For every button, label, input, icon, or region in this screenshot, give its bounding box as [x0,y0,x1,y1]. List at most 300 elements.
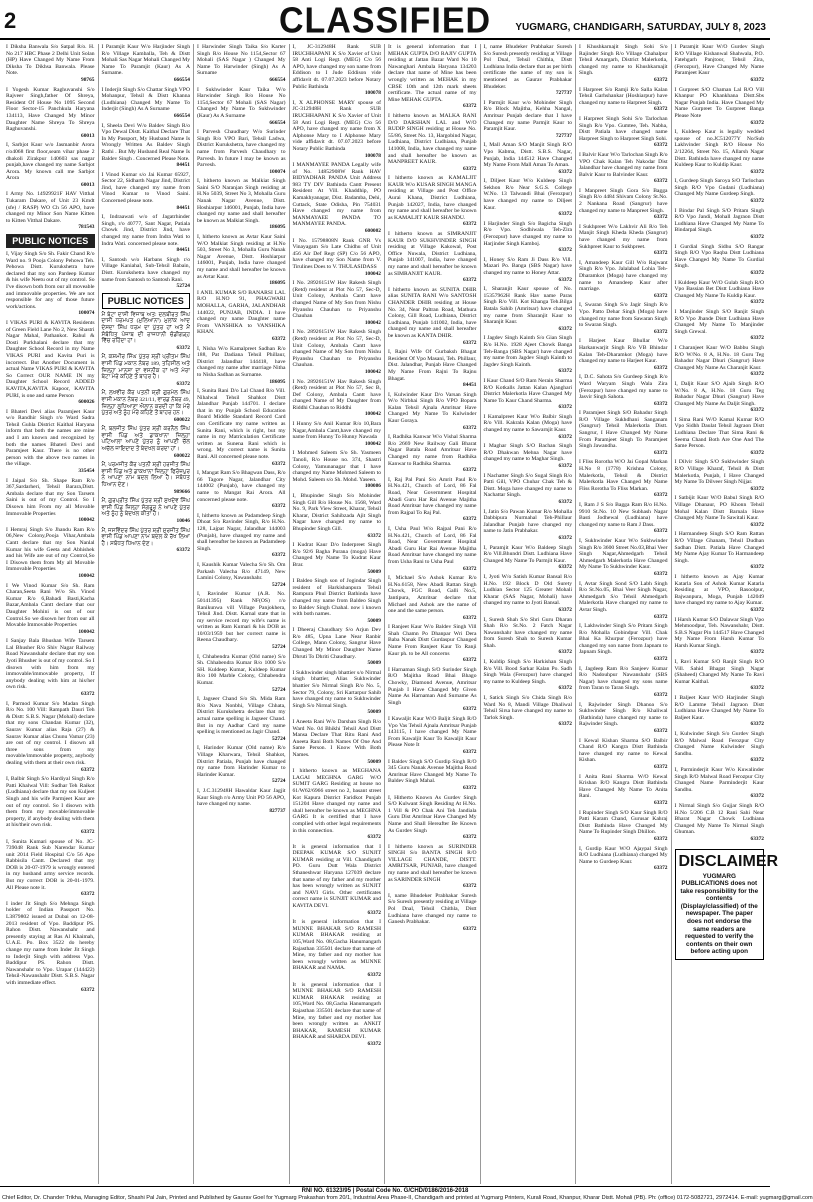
classified-ad [293,982,382,1048]
ad-code: 100042 [364,319,381,326]
rni-line: RNI NO. 61323/95 | Postal Code No. G/CHD/0186/2016-2018 [301,1188,469,1194]
ad-code: 63372 [654,142,668,149]
ad-text: I Ranjeet Kaur W/o Baldev Singh Vill Shah Chamn Po Dhanpar Wri Dera Baba Nanak Distt Gurdaspur Changed Name From Ranjeet Kaur To Ranji Kaur ph. to be All concerns [388,624,477,657]
ad-code: 63372 [81,986,95,993]
ad-code: 63372 [558,606,572,613]
classified-ad [579,581,668,621]
ad-code: 63372 [272,460,286,467]
classified-ad [579,302,668,335]
ad-code: 666554 [269,76,286,83]
ad-text: I Mohmed Saleem S/o Sh. Yasmeen Tanoli, R/o House no. 374, Shastri Colony, Yamunanagar that I have changed my Name Mohmed Saleem to Mohd. Saleem s/o Sh. Mohd. Yaseen. [292,450,381,483]
ad-text: I, Mangat Ram S/o Bhagwan Dass, R/o 66 Tagore Nagar, Jalandhar City 144002 (Punjab), have changed my name to Mangat Rai Arora. All concerned please note. [197,470,286,503]
ad-text: I Charanjeet Kaur W/O Babbu Singh R/O W/No. 8 A, H.No. 18 Guru Teg Bahadur Nagar Dhuri (Sangrur) Have Changed My Name As Charanjit Kaur. [674,344,764,371]
ad-code: 63372 [654,692,668,699]
ad-code: 63372 [654,613,668,620]
classified-ad [102,426,191,459]
ad-text: I, Sarbjot Kaur w/o Jasmanbir Arora r/o4068 first floor,seam vihar phase 2 dhakoli Zirakpur 140603 sas nagar punjab,have changed my name Sarbjot Arora. My known call me Sarbjot Arora [6,142,95,182]
classified-ad [293,844,382,917]
classified-ad [6,583,95,636]
ad-text: ਮੈਂ, ਕਸ਼ਮੀਰ ਸਿੰਘ ਪੁੱਤਰ ਸ਼੍ਰੀ ਪ੍ਰੀਤਮ ਸਿੰਘ ਵਾਸੀ ਪਿੰਡ ਮਕਾਨ ਨੰਬਰ 189, ਤਹਿਸੀਲ ਅਤੇ ਜ਼ਿਲ੍ਹਾ ਮਾਨਸਾ ਦਾ ਵਸਨੀਕ ਹਾਂ ਅਤੇ ਮੇਰਾ ਬੇਟਾ ਮੇਰੇ ਕਹਿਣੇ ਤੋਂ ਬਾਹਰ ਹੈ। [101,354,190,381]
ad-code: 63372 [81,691,95,698]
column-6 [481,44,577,1184]
ad-text: I, Hitherto Known As Gurdev Singh S/O Kulwant Singh Residing At H.No. 1 Vill & PO Chak Ani Teh Jandiala Guru Dist Amritsar Have Changed My Name and Shall Hereafter Be Known As Gurdev Singh [388,794,477,834]
classified-ad [484,509,573,542]
classified-ad [388,575,477,621]
ad-code: 63372 [558,564,572,571]
ad-text: I Hunny S/o Anil Kumar R/o 10,Bara Nagar,Ambala Cantt,have changed my name from Hunny To Hunny Nawada [292,421,381,441]
ad-code: 600022 [173,416,190,423]
ad-code: 186095 [269,378,286,385]
classified-ad [293,670,382,716]
ad-text: I VIKAS PURI & KAVITA Residents of Green Field Lane No 2, New Shastri Nagar Mahal, Pathankot. Rahul & Dosti Purkhalani declare that my Daughter School Record in my Name VIKAS PURI and Kavita Puri is incorrect. But Another Document is actual Name VIKAS PURI & KAVITA So Correct OUR NAME IN my Daughter School Record ADDED KAVITA,KAVITA Kapoor, KAVITA PURI, is one and same Person [6,319,95,399]
classified-ad [675,767,765,800]
ad-code: 63372 [463,657,477,664]
classified-ad [675,417,765,457]
section-title: CLASSIFIED [278,1,492,41]
ad-code: 335454 [78,468,95,475]
classified-ad [293,329,382,375]
ad-code: 63372 [654,250,668,257]
ad-code: 52724 [176,283,190,290]
ad-text: I, Michael S/o Ashok Kumar R/o H.No.6158, New Abadi Rattan Singh Chowk, FGC Road, Galli No.5, Jantipura, Amritsar declare that Michael and Ashok are the name of one and the same person. [388,575,477,615]
ad-text: I Nachatter Singh S/o Sugal Singh R/o Patti Gill, VPO Chuhar Chak Teh & Distt. Moga have changed my name to Nachattar Singh. [483,472,572,499]
ad-text: I, Kulwinder Kaur D/o Varsan Singh W/o Nirbhai Singh R/o VPO Bopara Kalan Tehsil Ajnala Amritsar Have Changed My Name To Kulwinder Kaur Goraya. [388,391,477,425]
ad-text: I Vinod Kumar s/o Jai Kumar 65927, Sector 22, Sidharth Nagar Jind, District Jind, have changed my name from Vinod Kumar to Vinod Saini. Concerned please note. [101,171,190,205]
classified-ad [6,527,95,580]
classified-ad [675,531,765,571]
ad-code: 63372 [750,198,764,205]
ad-code: 63372 [367,834,381,841]
ad-text: I, Bhupinder Singh S/o Mohinder Singh Gill R/o House No. 1568, Ward No. 9, Park View Street, Kharar, Tehsil Kharar, District Sahibzada Ajit Singh Nagar have changed my name to Bhupinder Singh Gill. [292,493,381,532]
ad-text: I, Nisha W/o Kamalpreet Sadhan R/o 188, Pat Dadiana Tehsil Phillaur, District Jalandhar 144418, have changed my name after marriage Nitha to Nisha Sadhan as Surname. [197,345,286,378]
ad-code: 98765 [81,76,95,83]
classified-ad [675,208,765,241]
classified-ad [675,617,765,657]
ad-text: I Harjinder Singh S/o Bagicha Singh R/o Vpo. Sodhiwala Teh-Zira (Ferozpur) have changed my name to Harjinder Singh Kamboj. [483,220,572,247]
ad-text: I Army No. 14929921F HAV Vitthal Tukaram Dakare, of Unit 23 Kmdt (sfe) / RASP) WO Ch 56 APO, have changed my Minor Son Name Kitten to Kitten Vitthal Dakare. [6,191,95,224]
classified-ad [579,188,668,221]
classified-ad [484,142,573,175]
ad-text: I We Vinod Kumar S/o Sh. Ram Charan,Seeta Rani W/o Sh. Vinod Kumar R/o 6,Bahadi Basti,Kacha Bazar,Ambala Cantt declare that our Daughter Mohini is out of our Control.So we disown her from our all Movable Immovable Properties [6,582,95,629]
ad-code: 63372 [272,552,286,559]
ad-code: 63372 [654,76,668,83]
classified-ad [293,919,382,978]
ad-text: I, Amandeep Kaur Gill W/o Rajwant Singh R/o Vpo. Jalalabad Lohia Teh-Dharamkot (Moga) have changed my name to Amandeep Kaur after marriage. [579,259,668,293]
ad-text: It is general information that I MUNNE BHAKAR S/O RAMESH KUMAR BHAKAR residing at 105,Ward No. 08,Gacha Hanumangarh Rajasthan 335501 declare that name of Mine, my father and my mother has been wrongly written as ANKIT BHAKAR, RAMESH KUMAR BHAKAR and SHARDA DEVI. [292,981,381,1041]
ad-code: 63372 [654,292,668,299]
ad-code: 827737 [269,807,286,814]
classified-ad [388,231,477,284]
column-2 [99,44,195,1184]
ad-text: I, Kuldip Singh S/o Harkishan Singh R/o Vill. Bood Sarkar Kalan Po. Sadh Singh Wala (Ferozpur) have changed my name to Kuldeep Singh. [483,659,572,685]
dateline: YUGMARG, CHANDIGARH, SATURDAY, JULY 8, 2023 [515,22,766,33]
ad-code: 63372 [750,76,764,83]
classified-ad [293,542,382,575]
ad-text: I Khushkarnajit Singh Sohi S/o Rajinder Singh R/o Village Chahalpur Tehsil Amargarh, District Malerkotla, changed my name to Khushkarnajit Singh. [579,44,668,77]
ad-text: I Nirmal Singh S/o Gujjar Singh R/O H.No 5/206 C.B 12 Rani Sahi Near Bharat Nagar Chowk Ludhiana Changed My Name To Nirmal Singh Ghuman. [674,802,764,836]
ad-code: 63372 [750,371,764,378]
ad-code: 52724 [272,686,286,693]
classified-ad [484,695,573,728]
ad-code: 63372 [558,534,572,541]
ad-code: 63372 [558,499,572,505]
ad-code: 63372 [558,325,572,332]
classified-ad [6,776,95,835]
ad-text: I Yogesh Kumar Raghuvanshi S/o Rajveer Singh,father Of Shreya, Resident Of House No 1095 Second Floor Sector-15 Panchkula Haryana 134113, Have Changed My Minor Daughter Name Shreya To Shreya Raghuvanshi. [6,86,95,133]
classified-ad [293,421,382,447]
classified-ad [484,659,573,692]
ad-text: ਮੈਂ, ਬਲਜੀਤ ਸਿੰਘ ਪੁੱਤਰ ਸ਼੍ਰੀ ਕਰਨੈਲ ਸਿੰਘ ਵਾਸੀ ਪਿੰਡ ਅਤੇ ਡਾਕਖਾਨਾ ਜ਼ਿਲ੍ਹਾ ਪਟਿਆਲਾ ਆਪਣੇ ਪੁੱਤਰ ਨੂੰ ਆਪਣੀ ਚੱਲ ਅਚੱਲ ਜਾਇਦਾਦ ਤੋਂ ਬੇਦਖਲ ਕਰਦਾ ਹਾਂ। [101,426,190,453]
ad-text: I Dheeraj Chaudhary S/o Arjun Dev R/o 485, Upna Lane Near Ranbir College, Mann Colony, Sangrur Have Changed My Minor Daughter Name Dhruti To Dhriti Chaudhary. [292,627,381,660]
ad-text: I, Raj Pal Pani S/o Amrit Paul R/o H.No.421, Church of Lord, 86 Fal Road, Near Government Hospital Abadi Guru Har Rai Avenue Majitha Road Amritsar have changed my name from Rajpal To Raj Pal. [388,476,477,516]
ad-code: 63372 [176,344,190,351]
ad-text: I, Sunita Rani D/o Lal Chand R/o Vill. Nihalwal Tehsil Shahkot Distt Jalandhar Punjab 144701. I declare that in my Punjab School Education Board Middle Standard Record Card con Certificate my name written as Sunita Rani, which is right, but my name in my Matriculation Certificate written as Sunena Rani which is wrong. My correct name is Sunita Rani. All concerned please note. [197,388,286,461]
ad-text: I Bindar Pal Singh S/O Pritam Singh R/O Vpo Jandi, Mohall Jagraon Distt Ludhiana Have Changed My Name To Bindarpal Singh. [674,207,764,234]
ad-code: 727737 [555,132,572,139]
classified-ad [197,745,286,785]
ad-text: I Inderjit Singh S/o Chattar Singh VPO Mohanpur, Tehsil & Distt Khanna (Ludhiana) Changed My Name To Inderjit (Singh) As A Surname [101,86,190,113]
classified-ad [579,44,668,84]
ad-text: I Gurpreet S/O Chaman Lal R/O Vill Khanpur PO Khankhana Distt.Sbs Nagar Punjab India. Have Changed My Name Gurpreet To Gurpreet Banga Please Note [674,86,764,119]
classified-ad [197,234,286,287]
classified-ad [197,178,286,231]
ad-text: I, Diljeet Kaur W/o Kuldeep Singh Sekhon R/o Near S.G.S. College W.No. 13 Talwandi Bhai (Ferozpur) have changed my name to Diljeet Kaur. [483,178,572,211]
ad-code: 63372 [750,168,764,175]
column-3 [194,44,290,1184]
ad-text: I, Kaushik Kumar Valecha S/o Sh. Om Parkash Valecha R/o 47149, New Lamini Colony, Nawanshahr. [197,561,286,582]
classified-ad [579,152,668,185]
classified-ad [388,526,477,572]
classified-ad [6,478,95,524]
ad-code: 781543 [78,224,95,231]
ad-code: 63372 [558,368,572,375]
ad-text: I, Sheela Devi W/o Baldev Singh R/o Vpo Dewal Distt. Kaithal Declare That In My Passport, My Husband Name Is Wrongly Written As Baldev Singh Rathi . But My Husband Real Name Is Baldev Singh . Concerned Please Note. [101,122,190,162]
ad-code: 600002 [364,228,381,235]
ad-text: I, Parmod Kumar S/o Madan Singh R/o No. 100 Vill: Rampath Dauri Teh & Distt: S.B.S. Nagar (Mohali) declare that my sons Chandan Kumar (32), Saurav Kumar alias Raja (27) & Saurav Kumar alias Chunu Vamar (23) are out of my control. I disown all three sons from my movable/immovable property, anybody dealing with them at their own risk. [6,700,95,766]
classified-ad [579,774,668,807]
classified-ad [484,44,573,97]
classified-ad [579,338,668,371]
ad-text: I Manpreet Singh Gora S/o Bagga Singh R/o 4484 Shivam Colony St.No. 2 Nankana Road (Sangrur) have changed my name to Manpreet Singh. [579,187,668,214]
classified-ad [197,591,286,650]
ad-code: 63372 [463,925,477,932]
classified-ad [675,574,765,614]
classified-ad [197,654,286,694]
ad-text: I hitherto known as Ajay Kumar Katarla Son of Ashok Kumar Katarla Residing at VPO, Rasoolpur, Bajwanpura, Moga, Punjab 142049 have changed my name to Ajay Kumar. [674,573,764,607]
ad-code: 63372 [367,971,381,978]
imprint-line: Chief Editor, Dr. Chander Trikha, Managing Editor, Shashi Pal Jain, Printed and Published by Gaurav Goel for Yugmarg Prakashan from 20/1, Industrial Area Phase-II, Chandigarh and printed at Yugmarg Printers, Kurali Road, Khanpur, Kharar Distt. Mohali (PB). Ph: (office) 0172-5082721, 2972414. E-mail: yugmarg@gmail.com [2,1195,813,1201]
ad-text: I, Honey S/o Ram Ji Dass R/o Vill. Mazari Po. Banga (SBS Nagar) have changed my name to Honey Attar. [483,256,572,276]
ad-text: I Parmjit Kaur w/o Mohinder Singh R/o Block Majitha, Kehha Nangal, Amritsar Punjab declare that I have Changed my name Parmjit Kaur to Paramjit Kaur. [483,99,572,133]
ad-code: 63372 [272,335,286,342]
ad-text: I Diksha Banwala S/o Satpal R/o. H. No 217 HBC Phase 2 Delhi Unit Solan (HP) Have Changed My Name From Diksha To Dikhsa Banwala. Please Note. [6,44,95,77]
ad-text: I Harsh Kumar S/O Dalawar Singh Vpo Mehmoodpur, Teh. Nawanshahr, Distt. S.B.S Nagar Pin 144517 Have Changed My Name From Harsh Kumar To Harsh Kumar Singh. [674,616,764,649]
ad-text: I hitherto known as MALKA RANI D/O DARSHAN LAL and W/O RUDIP SINGH residing at House No. 55/86, Street No. 13, Hargobind Nagar, Ludhiana, District Ludhiana, Punjab 141008, India, have changed my name and shall hereafter be known as MANPREET KAUR. [388,112,477,166]
ad-code: 50009 [367,660,381,667]
classified-ad [197,696,286,742]
classified-ad [293,719,382,765]
classified-ad [388,434,477,474]
ad-code: 63372 [558,721,572,728]
masthead [0,0,770,40]
ad-text: I, X ALPHONSE MARY spouse of JC-312948H Rank SUB IRUCHHAPANI K S/o Xavier of Unit 58 Anti Logi Regt. (MEG) C/o 56 APO, have changed my name from X Alphonse Mary to I Alphonse Mary vide affidavit dt. 07.07.2023 before Notary Public Bathinda [292,99,381,152]
ad-text: I Parvesh Chaudhary W/o Surinder Singh R/o VPO Bari, Tehsil Ladwa, District Kurukshetra, have changed my name from Parvesh Chaudhary to Parvesh. In future I may be known as Parvesh. [197,129,286,169]
ad-text: I Paramjeet Singh S/O Bahadur Singh R/O Village Sukhdhani Sanganam (Sangrur) Tehsil Malerkotla Distt. Sangrur, I Have Changed My Name From Paramjeet Singh To Paramjeet Singh Jawandha. [579,410,668,450]
classified-ad [6,638,95,697]
classified-ad [675,695,765,728]
ad-text: I hitherto known as MEGHANA LAGAI MEGHNA GARG W/O SUMIT GARG Residing at house no 61/W62/6966 street no 2, basant street Kot Kapura District Faridkot Punjab 151204 Have changed my name and shall hereafter be known as MEGHNA GARG It is certified that I have complied with other legal requirements in this connection. [292,768,381,834]
ad-code: 63372 [463,467,477,474]
classified-ad [102,390,191,423]
classified-ad [102,462,191,495]
ad-code: 63372 [750,793,764,800]
ad-code: 100074 [269,168,286,175]
classified-ad [197,388,286,467]
ad-code: 100042 [364,411,381,418]
ad-text: I, Gurdip Kaur W/O Ajaypal Singh R/O Ludhiana (Ludhiana) changed My Name to Gurdeep Kaur. [579,845,668,865]
classified-ad [675,731,765,764]
ad-text: I Harjeet Kaur Bhullar W/o Harkanwarjit Singh R/o VB Bhindar Kalan Teh-Dharamkot (Moga) have changed my name to Harjeet Kaur. [579,338,668,365]
ad-code: 63372 [558,685,572,692]
ad-text: I Manjinder Singh S/O Ranjit Singh R/O Vpo Jhande Distt Ludhiana Have Changed My Name To Manjinder Singh Grewal. [674,308,764,335]
classified-ad [675,244,765,277]
ad-code: 63372 [654,364,668,371]
classified-ad [388,844,477,890]
classified-ad [6,251,95,317]
ad-code: 63372 [463,424,477,431]
classified-ad [102,257,191,290]
ad-code: 60013 [81,132,95,139]
classified-ad [388,624,477,664]
ad-code: 63372 [750,649,764,656]
classified-ad [388,759,477,792]
public-notices-heading: PUBLIC NOTICES [102,293,191,309]
ad-code: 186095 [269,224,286,231]
classified-ad [675,280,765,306]
ad-text: I, Paramjit Kaur W/o Baldeep Singh R/o Vill.Bhundri Distt. Ludhiana Have Changed My Name To Parmjit Kaur. [483,544,572,564]
ad-text: I Kudrat Kaur D/o Inderpreet Singh R/o 92/6 Bagha Purana (moga) Have Changed My Name To Kudrat Kaur Brar. [292,542,381,568]
ad-text: I, Kulwinder Singh S/o Gurdev Singh R/O Malwal Road Ferozpur City Changed Name Kulwinder Singh Sandhu. [674,731,764,757]
classified-ad [675,803,765,843]
column-4 [290,44,386,1184]
ad-code: 63372 [463,784,477,791]
ad-text: I Hemraj Singh S/o Jhandu Ram R/o 06,New Colony,Pooja Vihar,Ambala Cantt declare that my Son Nanlal Kumar his wife Geeta and Abhishek and his Wife are out of my Control,So I Disown them from My all Movable Immovable Properties [6,526,95,573]
ad-text: I, Sukhwinder Kaur W/o Sukhwinder Singh R/o 3600 Street No.03,Bhai Veer Singh Nagar,Ahmedgarh Tehsil Ahmedgarh Malerkotla Have Changed My Name To Sukhwinder Kaur. [579,537,668,571]
ad-text: I, Jagdeep Ram R/o Sanjeev Kumar R/o Nadouhpur Nawanshahr (SBS Nagar) have changed my sons name from Taran to Taran Singh. [579,665,668,692]
ad-text: I MANMAYEE PANDA Legally wife of No. 14852908W Rank HAV BIDYADHAR PANDA Unit Address 983 TY DIV Bathinda Cantt Present Resident At Vill. Khaddhip, PO Kamakhyanagar, Dist. Badamba, Dehi, Cuttack, State Odisha, Pin 754031 Have changed my name from MANMAYAEE PANDA TO MANMAYEE PANDA. [292,162,381,228]
ad-code: 63372 [750,757,764,764]
ad-text: I Harpreet S/o Ramji R/o Salla Kalan Tehsil Garhshankar (Hoshiarpur) have changed my name to Harpreet Singh. [579,86,668,106]
ad-text: I Baljeet Kaur W/O Harjinder Singh R/O Lamme Tehsil Jagraon Distt Ludhiana Have Changed My Name To Baljeet Kaur. [674,695,764,721]
footer [0,1186,813,1202]
classified-ad [102,214,191,254]
ad-text: I, Ravi Kumar S/O Ranjit Singh R/O Vill. Sahid Bhagat Singh Nagar (Shaheed) Changed My Name To Ravi Kumar Kaithal. [674,659,764,685]
classified-ad [388,392,477,432]
classified-ad [197,470,286,510]
ad-text: I, Suresh Shah S/o Shri Guru Dharan Shah R/o St.No. 2 Fatch Nagar Nawanshahr have changed my name from Suresh Shah to Suresh Kumar Shah. [483,616,572,649]
classified-ad [102,44,191,84]
classified-ad [197,346,286,386]
ad-code: 186095 [269,280,286,287]
classified-ad [197,788,286,814]
classified-ad [293,162,382,235]
classified-ad [102,172,191,212]
classified-ad [197,290,286,343]
ad-text: I, Lakhwinder Singh S/o Pritam Singh R/o Mohalla Gobindpur Vill. Chak Bhai Ka Khurpur (Ferozpur) have changed my son name from Japnam to Japnam Singh. [579,623,668,656]
ad-code: 63372 [463,339,477,346]
classified-ad [293,280,382,326]
ad-text: I Kawaljit Kaur W/O Baljit Singh R/O Vpo Vas Tehsil Ajnala Amritsar Punjab 143115, I have changed My Name From Kawaljit Kaur To Kawaljit Kaur Please Note It [388,716,477,749]
classified-ad [484,617,573,657]
ad-code: 63372 [272,503,286,510]
classified-ad [579,623,668,663]
column-7 [576,44,672,1184]
classified-ad [102,87,191,120]
ad-text: I, Rajni Wife Of Gurbaksh Bhagat Resident Of Vpo Masani, Teh. Phillaur, Dist. Jalandhar, Punjab Have Changed My Name From Rajni To Rajnu Bhagat. [388,349,477,382]
ad-text: I Satbijit Kaur W/O Babul Singh R/O Village Dhanaur, PO Khonn Tehsil Mohal Kalan Distt Barnala Have Changed My Name To Sawitali Kaur. [674,495,764,522]
ad-text: I Balvir Kaur W/o Tarlochan Singh R/o VPO Chak Kalan Teh Nakodar Dist Jalandhar have changed my name from Balvir Kaur to Balvinder Kaur. [579,151,668,178]
ad-code: 63372 [654,214,668,221]
ad-text: I, hitherto known as Malkiat Singh Saini S/O Naranjan Singh residing at H.No 5039, Street No 3, Mohalla Guru Nanak Nagar Avenue, Distt. Hoshiarpur 146001, Punjab, India have changed my name and shall hereafter be known as Malkiat Singh. [197,178,286,224]
ad-text: ਮੈਂ, ਗੁਰਪ੍ਰੀਤ ਸਿੰਘ ਪੁੱਤਰ ਸ਼੍ਰੀ ਸੁਖਦੇਵ ਸਿੰਘ ਵਾਸੀ ਪਿੰਡ ਜ਼ਿਲ੍ਹਾ ਸੰਗਰੂਰ ਨੇ ਆਪਣੇ ਪੁੱਤਰ ਅਤੇ ਨੂੰਹ ਨੂੰ ਬੇਦਖਲ ਕੀਤਾ ਹੈ। [101,498,190,518]
disclaimer-box [675,849,779,961]
classified-ad [579,374,668,407]
classified-ad [388,113,477,172]
ad-text: I, J.C.312948H Hawaldar Kaur Jagjit Kaur Singh r/o Army Unit PO 56 APO, have changed my name. [197,787,286,808]
ad-code: 100078 [364,90,381,97]
ad-code: 63372 [750,485,764,492]
classified-ad [675,659,765,692]
ad-code: 63372 [463,277,477,284]
classified-ad [675,178,765,204]
classified-ad [102,123,191,169]
ad-text: I, Swaran Singh S/o Jagir Singh R/o Vpo. Patto Dehar Singh (Moga) have changed my name from Sawaran Singh to Swaran Singh. [579,302,668,329]
ad-code: 63372 [463,834,477,841]
ad-text: I Rupinder Singh S/O Kaur Singh R/O Patti Karam Chand, Gurusar Kahraj Distt Bathinda Have Changed My Name To Rupinder Singh Dhillon. [579,809,668,836]
column-5 [385,44,481,1184]
classified-ad [197,562,286,588]
ad-text: I, Indraawati w/o of Jagatrhinder Singh, r/o 40777, Sant Nagar, Patiala Chowk Jind, District Jind, have changed my name from Indra Wati to Indra Wati. concerned please note. [101,214,190,247]
classified-ad [6,191,95,231]
ad-code: 100074 [78,310,95,317]
classified-ad [6,44,95,84]
ad-code: 63372 [654,106,668,113]
classified-ad [675,345,765,378]
classified-ad [675,87,765,127]
ad-code: 100042 [78,572,95,579]
ad-text: I, Daljit Kaur S/O Ajaib Singh R/O W/No. 8 A, H.No. 18 Guru Teg Bahadur Nagar Dhuri (Sangrur) Have Changed My Name As Daljit Singh. [674,380,764,407]
ad-code: 63372 [654,763,668,770]
ad-text: I, Sunita Kumari spouse of No. JC-739048 Rank Sub Narendar Kumar unit 2014 Field Hospital C/o 56 Apo Rabbisila Cantt. Declared that my DOB is 20-07-1979 is wrongly entered in my husband army service records. But my correct DOB is 20-01-1979. All Please note it. [6,838,95,891]
ad-code: 63372 [463,614,477,621]
public-notices-heading: PUBLIC NOTICES [6,234,95,248]
ad-code: 63372 [750,335,764,342]
ad-code: 50009 [367,568,381,575]
ad-code: 666554 [173,76,190,83]
ad-code: 100042 [78,628,95,635]
classified-ad [675,495,765,528]
ad-text: I Dilvir Singh S/O Sukhwinder Singh R/O Village Kharaf, Tehsil & Distt Malerkotla, Punjab, I Have Changed My Name To Dilveer Singh Nijjar. [674,459,764,486]
ad-code: 63372 [463,516,477,523]
classified-ad [484,178,573,218]
ad-text: I Harmandeep Singh S/O Ram Rattan R/O Village Ghanam, Tehsil Dudhan Sadhan Distt. Patiala Have Changed My Name Ajay Kumar To Harmandeep Singh. [674,531,764,564]
ad-code: 63372 [463,883,477,890]
ad-text: I Baldeo Singh son of Jogindar Singh resident of Harkishanpura Tehsil Rampura Phul District Bathinda have changed my name from Baldeo Singh to Baldev Singh Chahal. now i known with both names. [292,578,381,618]
ad-text: I, Santosh w/o Harbans Singh r/o Village Kaniahal, Sub-Tehsil Babain, Distt. Kurukshetra have changed my name from Santosh to Santosh Rani. [101,256,190,283]
disclaimer-body: YUGMARG PUBLICATIONS does not take responsibility for the contents (Display/classified) of the newspaper. The paper does not endorse the same readers are requested to verify the contents on their own before acting upon [680,872,759,956]
classified-ad [6,142,95,188]
ad-text: I, Parminderjit Kaur W/o Kuwalinder Singh R/O Malwal Road Ferozpur City Changed Name Parminderjit Kaur Sandhu. [674,766,764,793]
ad-code: 100042 [364,270,381,277]
ad-text: It is general information that I MUNNE BHAKAR S/O RAMESH KUMAR BHAKAR residing at 105,Ward No. 08,Gacha Hanumangarh Rajasthan 335501 declare that name of Mine, my father and my mother has been wrongly written as MUNNE BHAKAR and NAMA. [292,919,381,972]
ad-code: 10046 [176,518,190,524]
ad-text: I Gurdial Singh Sidhu S/O Rangar Singh R/O Vpo Raqba Distt Ludhiana Have Changed My Name To Gurdial Singh. [674,243,764,270]
ad-code: 63372 [654,799,668,806]
ad-code: 63372 [463,565,477,572]
classified-ad [6,320,95,406]
classified-ad [675,309,765,342]
ad-code: 63372 [750,685,764,692]
ad-code: 63372 [558,433,572,440]
classified-ad [484,100,573,140]
ad-code: 63372 [654,656,668,663]
classified-ad [388,795,477,841]
ad-code: 63372 [463,748,477,755]
ad-text: I Harnaman Singh S/O Surinder Singh R/O Majitha Road Bhai Bhago Chowky, Diamond Avenue, Amritsar Punjab I Have Changed My Given Name As Harnaman And Surname As Singh [388,666,477,706]
ad-text: I Fliss Rorotha W/O Jai Gopal Markan H.No 8 (1778) Krishna Colony, Malerkotla, Tehsil & District Malerkotla Have Changed My Name Fliss Rorotha To Fliss Markan. [579,459,668,492]
column-8 [672,44,779,1184]
ad-text: I, Sharanjit Kaur spouse of No. 15357962H Rank Hav name Paras Singh R/o Vill. Kot Khanga Teh.Bilga Batala Sahib (Amritsar) have changed my name from Sharanjit Kaur to Sharanjit Kaur. [483,286,572,326]
ad-text: It is general information that I MEHAK GUPTA D/O RAJIV GUPTA residing at Jattan Bazar Ward No 10 Nawanghari Ambala Haryana 134203 declare that name of Mine has been wrongly written as MEHAK in my CBSE 10th and 12th mark sheets certificate. The actual name of my Mine MEHAK GUPTA. [388,44,477,103]
column-1 [3,44,99,1184]
ad-text: I Sukhwinder singh bhattier s/o Nirmal singh bhattier, Alias Sukhwinder bhattier S/o Nirmal Singh R/o No. 5, Sector 79, Colony, Sri Kartarpur Sahib have changed my name to Sukhwinder Singh S/o Nirmal Singh. [292,669,381,709]
classified-ad [293,379,382,419]
classified-ad [388,893,477,933]
ad-code: 63372 [750,119,764,126]
ad-text: I No. 28926151W Hav Rakesh Singh (Retd) resident at Plot No 57, Sec B, Def Colony, Ambala Cantt have changed Name of My Daughter from Riddhi Chauhan to Riddhi [292,378,381,411]
classified-ad [675,129,765,175]
ad-text: I Jaipal S/o Sh. Shape Ram R/o 367,Sardarheri, Tehsil Barara,Distt. Ambala declare that my Son Tarsem Saini is out of my Control. So I Disown him From my all Movable Immovable Properties [6,477,95,517]
ad-text: I hitherto known as SIMRANJIT KAUR D/O SUKHVINDER SINGH residing at Village Kakowal, Post Office Nuwala, District Ludhiana, Punjab 141007, India, have changed my name and shall hereafter be known as SIMRANJIT KAUR. [388,231,477,277]
ad-text: I, hitherto known as Avtar Kaur Saini W/O Malkiat Singh residing at H.No 503, Street No 3, Mohalla Guru Nanak Nagar Avenue, Distt. Hoshiarpur 146001, Punjab, India have changed my name and shall hereafter be known as Avtar Kaur. [197,234,286,280]
ad-code: 52724 [272,735,286,742]
ad-code: 600022 [173,452,190,459]
ad-text: I Kaur Chand S/O Ram Nerain Sharma R/O Kotkalls Jattan Kalan Ajanghari District Malerkotla Have Changed My Name To Kaur Chand Sharma. [483,377,572,404]
ad-code: 63372 [750,270,764,276]
ad-text: I, JC-312948H Rank SUB IRUCHHAPANI K S/o Xavier of Unit 58 Anti Logi Regt. (MEG) C/o 56 APO, have changed my son name from Eddison to I Jude Eddison vide affidavit dt. 07.07.2023 before Notary Public Bathinda [292,44,381,90]
ad-text: I Kuldeep Kaur W/O Gulab Singh R/O Vpo Bassian Bet Distt Ludhiana Have Changed My Name To Kuldip Kaur. [674,279,764,299]
ad-code: 84451 [176,247,190,254]
classified-ad [6,87,95,140]
ad-text: ਮੈਂ ਬੇਟਾ ਦਾਸੀ ਵਿਜਾਬ ਅਤ: ਦਲਬੀਰਤ ਸਿੰਘ ਦਾਸੀ ਧਰਮਪਤ (ਮੁਲਿਆਨਾ) ਮੁਲਾਂਕ ਆਦ ਦੇਸਦਾ ਸਿੰਘ ਧਰਮ ਦਾ ਪੁੱਤਰ ਹਾਂ ਅਤੇ ਮੈਂ ਸੰਬੰਧਿਤ ਪੰਜਾਬ ਦੀ ਰਾਜਧਾਨੀ ਚੰਡੀਗੜ੍ਹ ਵਿੱਚ ਰਹਿੰਦਾ ਹਾਂ। [101,311,190,345]
classified-ad [484,257,573,283]
classified-ad [6,839,95,898]
classified-ad [484,574,573,614]
ad-text: I, Mall Aman S/O Manjit Singh R/O Vpo Kabma, Distt. S.B.S. Nagar, Punjab, India 144512 Have Changed My Name From Mall Aman To Aman. [483,142,572,169]
classified-ad [579,459,668,499]
ad-code: 63372 [81,828,95,835]
ad-code: 63372 [750,449,764,456]
ad-text: I Sukhpreet W/o Lakhvir Ali R/o Teh Manjit Singh Kheda Kheda (Sangrur) have changed my name from Sukhpreet Kaur to Sukhpreet. [579,223,668,250]
ad-code: 50009 [367,617,381,624]
ad-text: I Bhateri Devi alias Paramjeet Kaur w/o Randhir Singh r/o Ward Sadra Tehsil Guhla District Kaithal Haryana inform that both the names are mine and I am known and recognized by both the names Bhateri Devi and Paramjeet Kaur. There is no other person with the above two names in the village. [6,408,95,468]
classified-ad [102,498,191,524]
ad-text: I No. 28926151W Hav Rakesh Singh (Retd) resident at Plot No 57, Sec-D, Unit Colony, Ambala Cantt have changed Name of My Son from Nishu Piyanshu Chauhan to Priyanshu Chauhan. [292,329,381,369]
ad-text: I, Ravinder Kumar (A.R. No. 50141395) Rank NF(OS) r/o Ranikunwa vill Village Panjokhera, Tehsil Jind. Distt. Karnal state that in my service record my wife's name is written as Ram Kumari & his DOB as 10/03/1959 but her correct name is Reena Chaudhary. [197,591,286,644]
classified-ad [579,538,668,578]
ad-text: I, Balbir Singh S/o Hardiyal Singh R/o Patti Khalwal Vill: Sudhar Teh Raikot (Ludhiana) declare that my son Kuljeet Singh and his wife Parmjeet Kaur are out of my control. So I disown with them from my movable/immovable property, if anybody dealing with them at his/their own risk. [6,776,95,829]
ad-code: 63372 [750,299,764,306]
